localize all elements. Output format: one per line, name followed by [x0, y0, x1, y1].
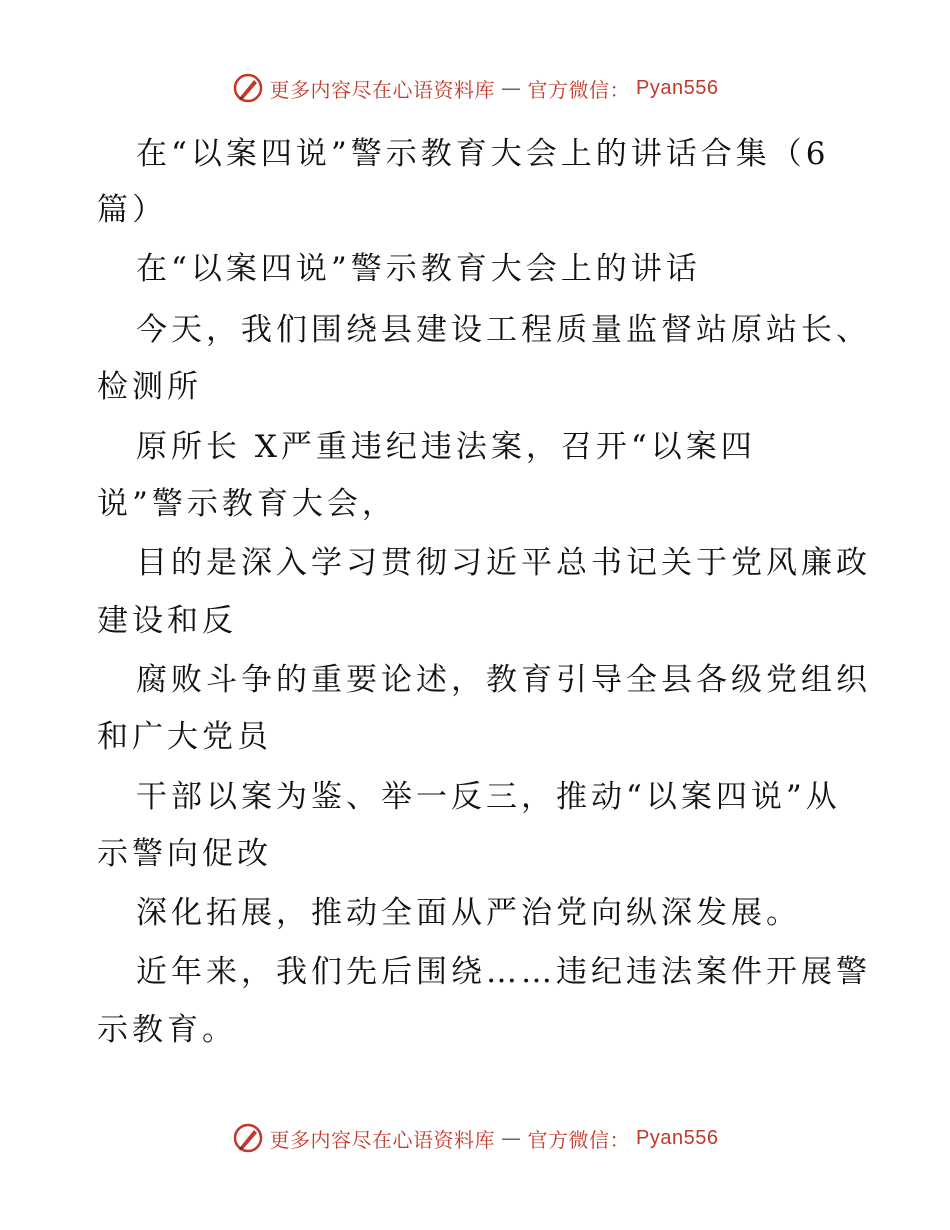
- watermark-separator: —: [501, 76, 522, 100]
- watermark-id: Pyan556: [636, 1126, 719, 1149]
- watermark-official: 官方微信：: [527, 77, 631, 102]
- watermark-separator: —: [501, 1126, 522, 1150]
- quill-logo-icon: [232, 72, 264, 104]
- paragraph-line: 今天，我们围绕县建设工程质量监督站原站长、: [136, 312, 871, 348]
- paragraph-line: 示警向促改: [97, 836, 272, 872]
- quill-logo-icon: [232, 1122, 264, 1154]
- paragraph-line: 示教育。: [97, 1012, 237, 1048]
- paragraph-line: 和广大党员: [97, 719, 272, 755]
- paragraph-line: 目的是深入学习贯彻习近平总书记关于党风廉政: [136, 545, 871, 581]
- footer-watermark: [0, 1122, 950, 1154]
- section-heading: 在“以案四说”警示教育大会上的讲话: [136, 251, 701, 287]
- paragraph-line: 说”警示教育大会，: [97, 486, 397, 522]
- paragraph-line: 建设和反: [97, 603, 237, 639]
- document-title-line-2: 篇）: [97, 192, 167, 228]
- document-title-line-1: 在“以案四说”警示教育大会上的讲话合集（6: [136, 136, 830, 172]
- watermark-brand: 更多内容尽在心语资料库: [269, 77, 496, 102]
- watermark-official: 官方微信：: [527, 1127, 631, 1152]
- watermark-brand: 更多内容尽在心语资料库: [269, 1127, 496, 1152]
- paragraph-line: 近年来，我们先后围绕……违纪违法案件开展警: [136, 954, 871, 990]
- header-watermark: [0, 72, 950, 104]
- paragraph-line: 深化拓展，推动全面从严治党向纵深发展。: [136, 895, 801, 931]
- paragraph-line: 腐败斗争的重要论述，教育引导全县各级党组织: [136, 662, 871, 698]
- paragraph-line: 检测所: [97, 369, 202, 405]
- paragraph-line: 原所长 X严重违纪违法案，召开“以案四: [136, 429, 756, 465]
- paragraph-line: 干部以案为鉴、举一反三，推动“以案四说”从: [136, 779, 841, 815]
- watermark-id: Pyan556: [636, 76, 719, 99]
